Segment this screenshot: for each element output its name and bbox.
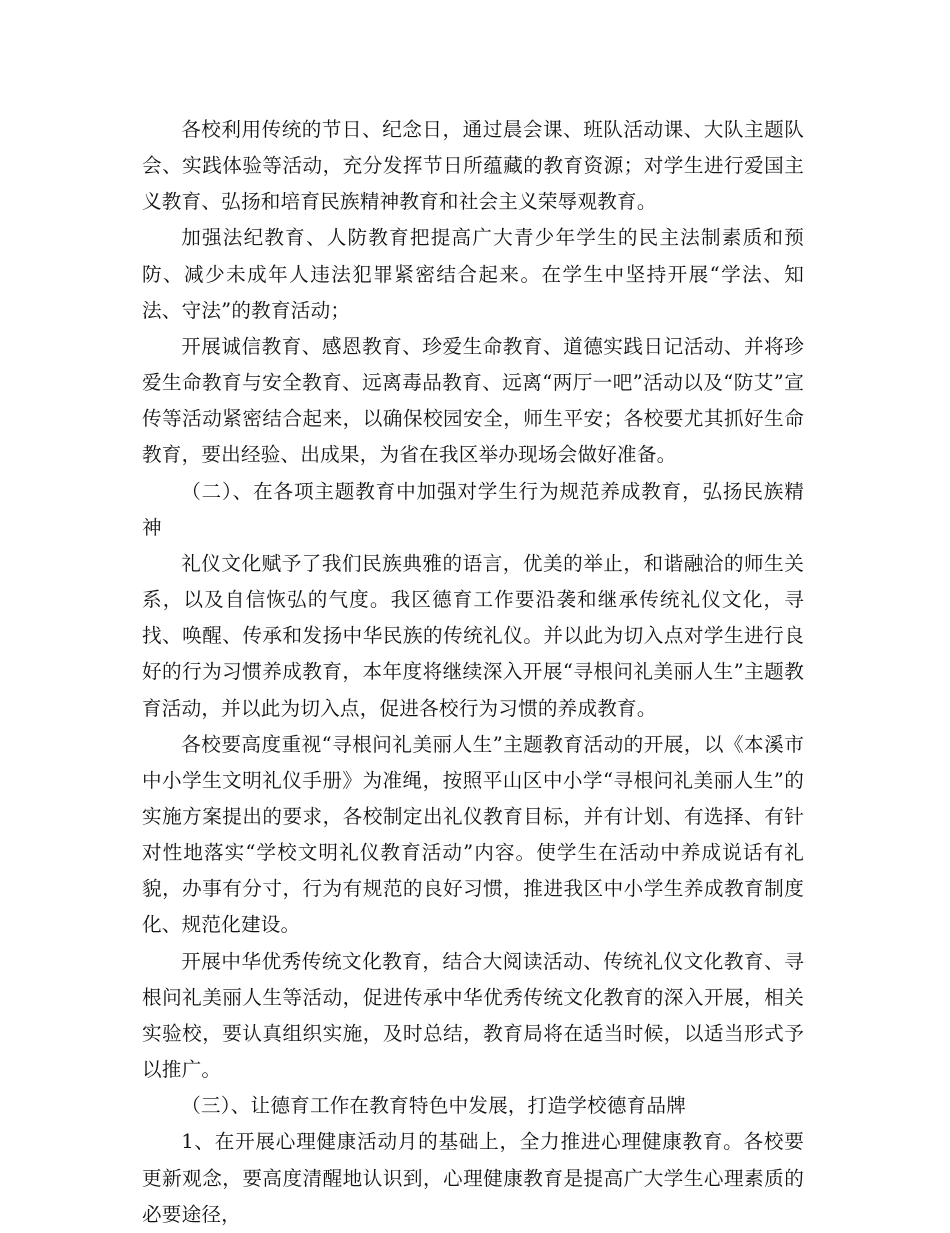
- section-heading-3: （三）、让德育工作在教育特色中发展，打造学校德育品牌: [181, 1094, 687, 1118]
- paragraph-etiquette-handbook: 各校要高度重视“寻根问礼美丽人生”主题教育活动的开展，以《本溪市中小学生文明礼仪手册》为准绳，按照平山区中小学“寻根问礼美丽人生”的实施方案提出的要求，各校制定出礼仪教育目标，并有计划、有选择、有针对性地落实“学校文明礼仪教育活动”内容。使学生在活动中养成说话有礼貌，办事有分寸，行为有规范的良好习惯，推进我区中小学生养成教育制度化、规范化建设。: [142, 732, 804, 937]
- paragraph-legal-education: 加强法纪教育、人防教育把提高广大青少年学生的民主法制素质和预防、减少未成年人违法犯罪紧密结合起来。在学生中坚持开展“学法、知法、守法”的教育活动；: [142, 226, 804, 322]
- paragraph-festival-education: 各校利用传统的节日、纪念日，通过晨会课、班队活动课、大队主题队会、实践体验等活动，充分发挥节日所蕴藏的教育资源；对学生进行爱国主义教育、弘扬和培育民族精神教育和社会主义荣辱观教育。: [142, 118, 804, 214]
- paragraph-mental-health: 1、在开展心理健康活动月的基础上，全力推进心理健康教育。各校要更新观念，要高度清醒地认识到，心理健康教育是提高广大学生心理素质的必要途径，: [142, 1130, 804, 1226]
- section-heading-2: （二）、在各项主题教育中加强对学生行为规范养成教育，弘扬民族精神: [142, 479, 804, 539]
- document-body: [142, 112, 804, 1233]
- paragraph-traditional-culture: 开展中华优秀传统文化教育，结合大阅读活动、传统礼仪文化教育、寻根问礼美丽人生等活动，促进传承中华优秀传统文化教育的深入开展，相关实验校，要认真组织实施，及时总结，教育局将在适当时候，以适当形式予以推广。: [142, 949, 804, 1082]
- paragraph-etiquette-culture: 礼仪文化赋予了我们民族典雅的语言，优美的举止，和谐融洽的师生关系，以及自信恢弘的气度。我区德育工作要沿袭和继承传统礼仪文化，寻找、唤醒、传承和发扬中华民族的传统礼仪。并以此为切入点对学生进行良好的行为习惯养成教育，本年度将继续深入开展“寻根问礼美丽人生”主题教育活动，并以此为切入点，促进各校行为习惯的养成教育。: [142, 551, 804, 720]
- paragraph-life-education: 开展诚信教育、感恩教育、珍爱生命教育、道德实践日记活动、并将珍爱生命教育与安全教育、远离毒品教育、远离“两厅一吧”活动以及“防艾”宣传等活动紧密结合起来，以确保校园安全，师生平安；各校要尤其抓好生命教育，要出经验、出成果，为省在我区举办现场会做好准备。: [142, 334, 804, 467]
